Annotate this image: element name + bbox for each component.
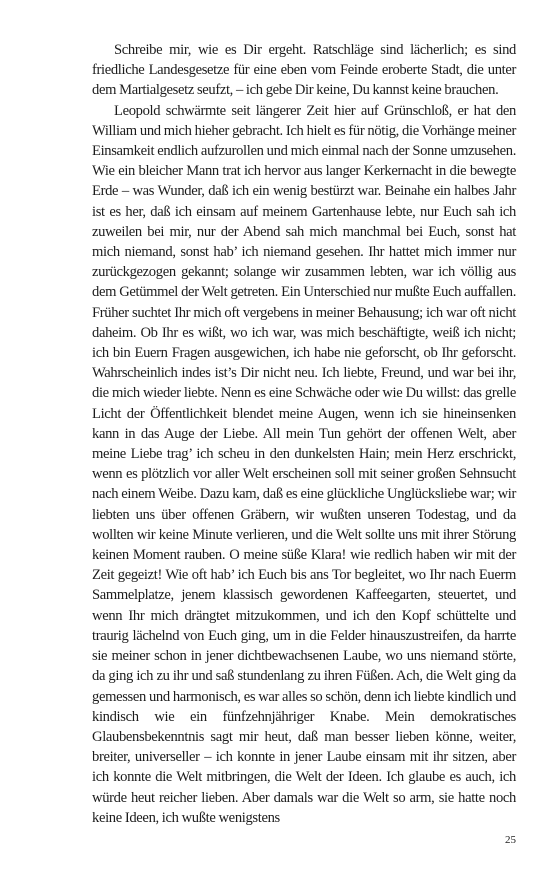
book-page — [92, 40, 516, 828]
paragraph-2: Leopold schwärmte seit längerer Zeit hier auf Grünschloß, er hat den William und mich hieher gebracht. Ich hielt es für nötig, die Vorhänge meiner Einsamkeit endlich aufzurollen und mich einmal nach der Sonne umzusehen. Wie ein bleicher Mann trat ich hervor aus langer Kerkernacht in die bewegte Erde – was Wunder, daß ich ein wenig bestürzt war. Beinahe ein halbes Jahr ist es her, daß ich einsam auf meinem Gartenhause lebte, nur Euch sah ich zuweilen bei mir, nur der Abend sah mich manchmal bei Euch, sonst hat mich niemand, sonst hab’ ich niemand gesehen. Ihr hattet mich immer nur zurückgezogen gekannt; solange wir zusammen lebten, war ich völlig aus dem Getümmel der Welt getreten. Ein Unterschied nur mußte Euch auffallen. Früher suchtet Ihr mich oft vergebens in meiner Behausung; ich war oft nicht daheim. Ob Ihr es wißt, wo ich war, was mich beschäftigte, weiß ich nicht; ich bin Euern Fragen ausgewichen, ich habe nie geforscht, ob Ihr geforscht. Wahrscheinlich indes ist’s Dir nicht neu. Ich liebte, Freund, und war bei ihr, die mich wieder liebte. Nenn es eine Schwäche oder wie Du willst: das grelle Licht der Öffentlichkeit blendet meine Augen, wenn ich sie hineinsenken kann in das Auge der Liebe. All mein Tun gehört der offenen Welt, aber meine Liebe trag’ ich scheu in den dunkelsten Hain; mein Herz erschrickt, wenn es plötzlich vor aller Welt erscheinen soll mit seiner großen Sehnsucht nach einem Weibe. Dazu kam, daß es eine glückliche Unglücksliebe war; wir liebten uns über offenen Gräbern, wir wußten unseren Todestag, und da wollten wir keine Minute verlieren, und die Welt sollte uns mit ihrer Störung keinen Moment rauben. O meine süße Klara! wie redlich haben wir mit der Zeit gegeizt! Wie oft hab’ ich Euch bis ans Tor begleitet, wo Ihr nach Euerm Sammelplatze, jenem klassisch gewordenen Kaffeegarten, steuertet, und wenn Ihr mich drängtet mitzukommen, und ich den Kopf schüttelte und traurig lächelnd von Euch ging, um in die Felder hinauszustreifen, da harrte sie meiner schon in jener dichtbewachsenen Laube, wo uns niemand störte, da ging ich zu ihr und saß stundenlang zu ihren Füßen. Ach, die Welt ging da gemessen und harmonisch, es war alles so schön, denn ich liebte kindlich und kindisch wie ein fünfzehnjähriger Knabe. Mein demokratisches Glaubensbekenntnis sagt mir heut, daß man besser lieben könne, weiter, breiter, universeller – ich konnte in jener Laube einsam mit ihr sitzen, aber ich konnte die Welt mitbringen, die Welt der Ideen. Ich glaube es auch, ich würde heut reicher lieben. Aber damals war die Welt so arm, sie hatte noch keine Ideen, ich wußte wenigstens — [92, 102, 516, 826]
paragraph-1: Schreibe mir, wie es Dir ergeht. Ratschläge sind lächerlich; es sind friedliche Landesgesetze für eine eben vom Feinde eroberte Stadt, die unter dem Martialgesetz seufzt, – ich gebe Dir keine, Du kannst keine brauchen. — [92, 42, 516, 99]
body-text — [92, 40, 516, 828]
page-number: 25 — [505, 834, 516, 846]
